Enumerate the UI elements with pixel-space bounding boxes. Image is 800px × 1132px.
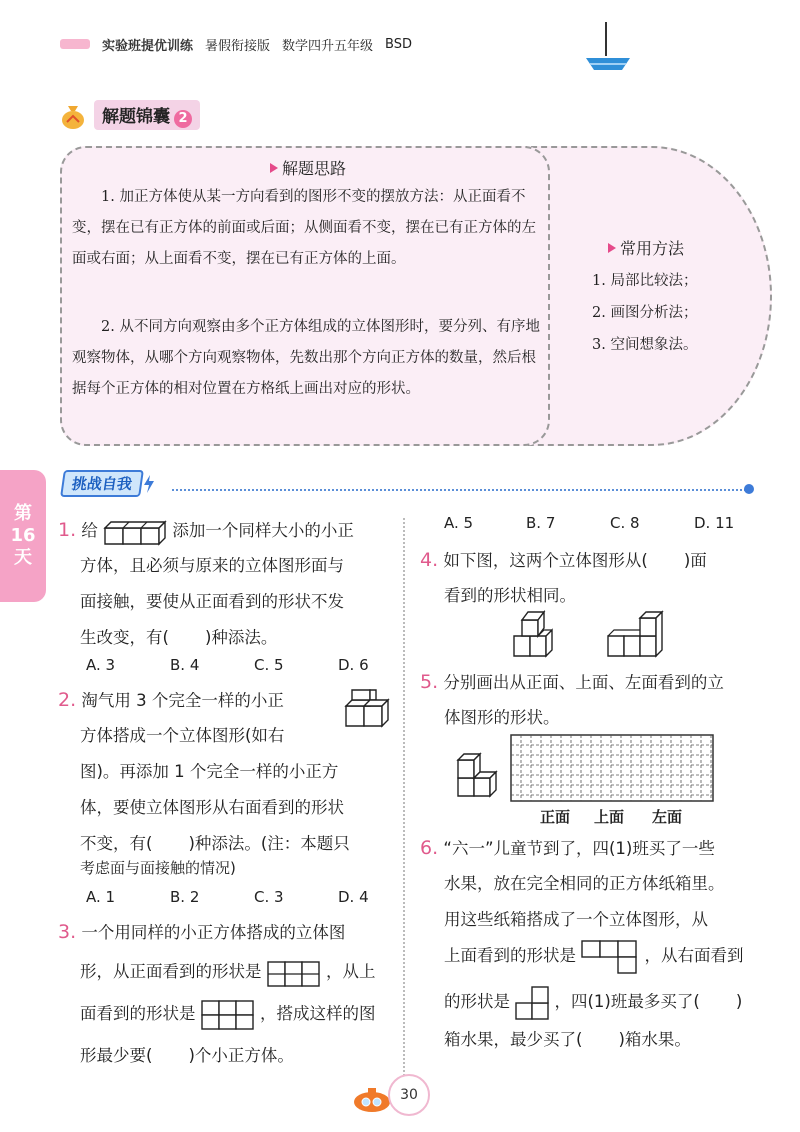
question-5 <box>420 664 724 701</box>
q6-line: 用这些纸箱搭成了一个立体图形，从 <box>444 910 708 929</box>
q6-text: ，四(1)班最多买了( <box>554 992 700 1011</box>
day-tab <box>0 470 46 602</box>
challenge-header <box>62 470 156 497</box>
q1-option[interactable]: D. 6 <box>338 656 369 674</box>
q4-text: )面 <box>683 551 707 570</box>
q6-text: 箱水果，最少买了( <box>444 1030 583 1049</box>
view-label: 左面 <box>652 808 683 826</box>
section-title <box>58 100 200 130</box>
q5-cube-figure <box>454 748 506 802</box>
three-cube-l-figure <box>338 688 396 732</box>
question-number: 6. <box>420 837 439 859</box>
q6-text: ，从右面看到 <box>644 946 744 965</box>
q2-line: 方体搭成一个立体图形(如右 <box>80 726 285 745</box>
lightning-icon <box>142 475 156 493</box>
q1-option[interactable]: B. 4 <box>170 656 200 674</box>
q3-text: 面看到的形状是 <box>80 1004 196 1023</box>
q3-text: 一个用同样的小正方体搭成的立体图 <box>81 923 346 942</box>
q1-text: 生改变，有( <box>80 628 169 647</box>
day-tab-line: 天 <box>14 547 32 568</box>
question-6 <box>420 830 715 867</box>
q3-line <box>80 1038 294 1074</box>
subject-label: 数学四升五年级 <box>282 38 374 54</box>
tips-heading-text: 解题思路 <box>282 159 347 178</box>
q3-text: 形，从正面看到的形状是 <box>80 962 262 981</box>
q2-option[interactable]: B. 2 <box>170 888 200 906</box>
q6-text: 的形状是 <box>444 992 510 1011</box>
q2-line: 图)。再添加 1 个完全一样的小正方 <box>80 762 339 781</box>
edition-label: 暑假衔接版 <box>205 38 271 54</box>
q4-line: 看到的形状相同。 <box>444 586 576 605</box>
methods-heading-text: 常用方法 <box>620 239 685 258</box>
q6-line: 水果，放在完全相同的正方体纸箱里。 <box>444 874 725 893</box>
q3-line <box>80 996 376 1032</box>
tips-heading <box>270 156 346 179</box>
question-3 <box>58 914 345 951</box>
q6-text: )箱水果。 <box>618 1030 691 1049</box>
q1-text: 添加一个同样大小的小正 <box>172 521 354 540</box>
drawing-grid[interactable] <box>510 734 714 802</box>
series-title: 实验班提优训练 <box>102 38 194 54</box>
q3-option[interactable]: C. 8 <box>610 514 640 532</box>
q2-option[interactable]: D. 4 <box>338 888 369 906</box>
method-item: 1. 局部比较法； <box>592 273 698 289</box>
q3-text: )个小正方体。 <box>188 1046 294 1065</box>
header-decoration <box>60 39 90 49</box>
question-number: 3. <box>58 921 77 943</box>
section-number: 2 <box>174 110 192 128</box>
q3-text: ，从上 <box>326 962 376 981</box>
q3-option[interactable]: D. 11 <box>694 514 735 532</box>
question-number: 1. <box>58 519 77 541</box>
q6-top-view-grid <box>581 939 639 975</box>
tips-paragraph-2: 2. 从不同方向观察由多个正方体组成的立体图形时，要分列、有序地观察物体，从哪个方向观察物体，先数出那个方向正方体的数量，然后根据每个正方体的相对位置在方格纸上画出对应的形状。 <box>72 319 540 397</box>
tips-paragraph-1: 1. 加正方体使从某一方向看到的图形不变的摆放方法：从正面看不变，摆在已有正方体的前面或后面；从侧面看不变，摆在已有正方体的左面或右面；从上面看不变，摆在已有正方体的上面。 <box>72 189 536 267</box>
section-title-label <box>94 100 200 130</box>
q6-text: “六一”儿童节到了，四(1)班买了一些 <box>443 839 715 858</box>
q2-text: )种添法。(注：本题只 <box>188 834 350 853</box>
question-1 <box>58 512 403 549</box>
divider-end-dot <box>744 484 754 494</box>
q2-line: 体，要使立体图形从右面看到的形状 <box>80 798 344 817</box>
q6-line <box>444 984 742 1021</box>
three-cube-row-figure <box>103 518 167 546</box>
question-2 <box>58 682 284 719</box>
q2-option[interactable]: A. 1 <box>86 888 116 906</box>
q4-cube-figures <box>508 606 668 662</box>
q1-line: 方体，且必须与原来的立体图形面与 <box>80 556 344 575</box>
q1-text: 给 <box>81 521 98 540</box>
triangle-marker-icon <box>608 243 616 253</box>
q6-right-view-grid <box>515 985 549 1021</box>
front-view-grid <box>267 958 321 988</box>
question-number: 5. <box>420 671 439 693</box>
page-header <box>60 32 412 56</box>
publisher-label: BSD <box>385 36 412 52</box>
q2-text: 淘气用 3 个完全一样的小正 <box>81 691 284 710</box>
method-item: 3. 空间想象法。 <box>592 337 698 353</box>
q3-text: 形最少要( <box>80 1046 153 1065</box>
q6-line <box>444 1022 691 1058</box>
q6-text: ) <box>735 992 743 1011</box>
q1-line: 面接触，要使从正面看到的形状不发 <box>80 592 344 611</box>
q1-line <box>80 620 277 656</box>
view-label: 上面 <box>594 808 625 826</box>
top-view-grid <box>201 999 255 1031</box>
q3-option[interactable]: B. 7 <box>526 514 556 532</box>
q2-text: 不变，有( <box>80 834 153 853</box>
q5-text: 分别画出从正面、上面、左面看到的立 <box>443 673 724 692</box>
question-number: 2. <box>58 689 77 711</box>
triangle-marker-icon <box>270 163 278 173</box>
challenge-divider <box>172 489 750 491</box>
column-divider <box>403 518 405 1088</box>
q3-text: ，搭成这样的图 <box>260 1004 376 1023</box>
money-bag-icon <box>58 100 88 130</box>
question-4 <box>420 542 707 579</box>
q4-text: 如下图，这两个立体图形从( <box>443 551 648 570</box>
q1-text: )种添法。 <box>204 628 278 647</box>
q1-option[interactable]: C. 5 <box>254 656 284 674</box>
methods-heading <box>608 236 684 259</box>
day-tab-line: 第 <box>14 503 32 524</box>
view-label: 正面 <box>540 808 571 826</box>
q1-option[interactable]: A. 3 <box>86 656 116 674</box>
day-tab-number: 16 <box>10 525 36 546</box>
method-item: 2. 画图分析法； <box>592 305 698 321</box>
q2-line: 考虑面与面接触的情况) <box>80 859 236 877</box>
q2-option[interactable]: C. 3 <box>254 888 284 906</box>
question-number: 4. <box>420 549 439 571</box>
page-number: 30 <box>388 1074 430 1116</box>
q3-option[interactable]: A. 5 <box>444 514 474 532</box>
q5-line: 体图形的形状。 <box>444 708 560 727</box>
q6-text: 上面看到的形状是 <box>444 946 576 965</box>
challenge-label: 挑战自我 <box>60 470 144 497</box>
section-title-text: 解题锦囊 <box>102 107 170 127</box>
q6-line <box>444 938 744 975</box>
boat-icon <box>584 20 634 72</box>
q3-line <box>80 954 376 990</box>
